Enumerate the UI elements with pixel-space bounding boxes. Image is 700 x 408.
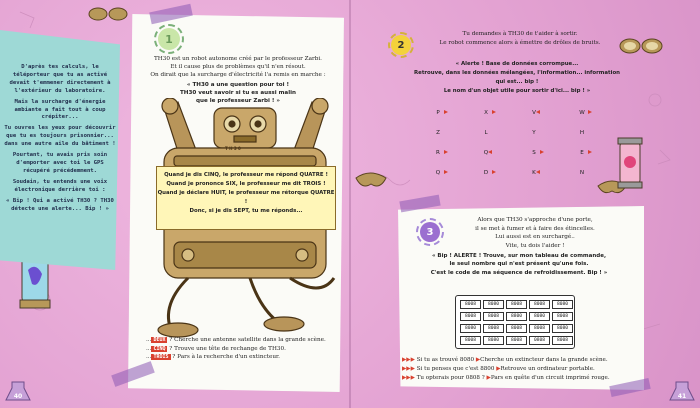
panel-number-cell: 8080 [552, 324, 573, 333]
grid-letter: Y [532, 130, 536, 136]
choice-action: Cherche un extincteur dans la grande scène. [480, 357, 608, 363]
intro-line: Et il cause plus de problèmes qu'il n'en résout. [170, 63, 306, 70]
intro-line: Le robot commence alors à émettre de drôles de bruits. [439, 40, 601, 46]
step-1-choices [146, 336, 346, 362]
alert-line: Retrouve, dans les données mélangées, l'information... information qui est... bip ! [414, 70, 620, 85]
grid-letter: K [532, 170, 536, 176]
grid-letter: V [532, 110, 536, 116]
panel-number-cell: 8080 [483, 336, 504, 345]
grid-letter: L [484, 130, 488, 136]
choice-text: ? Cherche une antenne satellite dans la grande scène. [167, 337, 326, 343]
choice-item[interactable] [146, 336, 346, 345]
step-3-intro [440, 216, 630, 250]
page-number-left: 40 [13, 392, 23, 400]
choice-prefix: ... [146, 345, 152, 352]
panel-number-cell: 8008 [460, 312, 481, 321]
story-paragraph: Soudain, tu entends une voix électronique derrière toi : [12, 178, 108, 193]
grid-letter: D [483, 170, 489, 176]
panel-number-cell: 8008 [483, 324, 504, 333]
choice-item[interactable] [402, 365, 642, 374]
page-number-right: 41 [677, 392, 687, 400]
grid-letter: R [436, 150, 440, 156]
step-2-intro [420, 30, 620, 48]
speech-line: Quand je dis CINQ, le professeur me répond QUATRE ! [164, 172, 328, 178]
specimen-jar-icon [618, 138, 642, 188]
choice-item[interactable] [146, 345, 346, 354]
alert-line: C'est le code de ma séquence de refroidissement. Bip ! » [430, 269, 608, 276]
panel-number-cell: 8080 [483, 300, 504, 309]
intro-line: Tu demandes à TH30 de t'aider à sortir. [462, 31, 578, 37]
choice-action: Pars en quête d'un circuit imprimé rouge. [490, 375, 610, 381]
question-line: TH30 veut savoir si tu es aussi malin [179, 89, 297, 96]
panel-number-cell: 8008 [506, 336, 527, 345]
step-2-badge: 2 [388, 32, 414, 58]
choice-prefix: ... [146, 337, 152, 343]
arrow-icon: ▶ [486, 375, 491, 381]
step-3-badge: 3 [416, 218, 444, 246]
panel-number-cell: 8080 [460, 324, 481, 333]
control-panel [455, 295, 575, 349]
panel-number-cell: 8800 [506, 312, 527, 321]
grid-letter: Q [483, 150, 489, 156]
arrow-icon: ▶▶▶ [402, 357, 415, 363]
grid-letter: W [579, 110, 585, 116]
choice-item[interactable] [402, 374, 642, 383]
arrow-icon: ▶▶▶ [402, 375, 415, 381]
choice-text: ? Pars à la recherche d'un extincteur. [170, 354, 280, 361]
choice-text: Si tu penses que c'est 8800 [416, 366, 497, 372]
panel-number-cell: 8008 [552, 312, 573, 321]
step-3-alert [404, 252, 634, 277]
grid-letter: N [579, 170, 585, 176]
arrow-icon: ▶ [475, 357, 481, 363]
grid-letter: S [532, 150, 536, 156]
intro-line: Vite, tu dois l'aider ! [505, 242, 565, 249]
alert-line: Le nom d'un objet utile pour sortir d'ici... bip ! » [443, 88, 591, 94]
panel-number-cell: 8008 [506, 300, 527, 309]
step-3-choices [402, 356, 642, 383]
panel-number-cell: 8008 [483, 312, 504, 321]
step-1-badge: 1 [154, 24, 184, 54]
arrow-icon: ▶▶▶ [402, 366, 415, 372]
speech-line: Donc, si je dis SEPT, tu me réponds... [189, 208, 303, 214]
grid-arrows [420, 106, 600, 196]
intro-line: Lui aussi est en surchargé.. [495, 234, 575, 241]
question-line: « TH30 a une question pour toi ! [186, 82, 290, 88]
alert-line: « Bip ! ALERTE ! Trouve, sur mon tableau de commande, [431, 253, 607, 259]
story-quote: « Bip ! Qui a activé TH30 ? TH30 détecte une alerte... Bip ! » [6, 197, 114, 212]
choice-prefix: ... [146, 354, 152, 361]
panel-number-cell: 0808 [529, 336, 550, 345]
question-line: que le professeur Zarbi ! » [196, 97, 280, 104]
panel-number-cell: 8008 [552, 336, 573, 345]
story-paragraph: Mais la surcharge d'énergie ambiante a fait tout à coup crépiter... [14, 98, 106, 121]
intro-line: il se met à fumer et à faire des étincelles. [475, 225, 595, 232]
panel-number-cell: 8080 [552, 300, 573, 309]
alert-line: le seul nombre qui n'est présent qu'une fois. [449, 261, 589, 268]
choice-text: Tu opterais pour 0808 ? [416, 375, 487, 381]
robot-label: T H 3 0 [225, 146, 241, 151]
choice-action: Retrouve un ordinateur portable. [500, 366, 595, 372]
choice-text: Si tu as trouvé 8080 [416, 357, 476, 363]
grid-letter: E [580, 150, 584, 156]
robot-speech-box [156, 166, 336, 230]
choice-text: ? Trouve une tête de rechange de TH30. [167, 345, 286, 352]
intro-line: Alors que TH30 s'approche d'une porte, [477, 217, 593, 223]
panel-number-cell: 8008 [460, 336, 481, 345]
choice-answer-tag: TROIS [153, 354, 169, 361]
arrow-icon: ▶ [496, 366, 501, 372]
story-text [4, 64, 116, 216]
choice-answer-tag: DEUX [153, 337, 166, 343]
choice-item[interactable] [146, 353, 346, 362]
panel-number-cell: 8008 [506, 324, 527, 333]
goggles-icon [620, 39, 662, 53]
step-2-alert [412, 60, 622, 96]
story-paragraph: D'après tes calculs, le téléporteur que tu as activé devait t'emmener directement à l'extérieur du laboratoire. [9, 64, 111, 94]
panel-number-cell: 8008 [529, 300, 550, 309]
intro-line: On dirait que la surcharge d'électricité l'a remis en marche : [150, 71, 326, 78]
panel-number-cell: 8008 [529, 324, 550, 333]
grid-letter: H [579, 130, 585, 136]
intro-line: TH30 est un robot autonome créé par le professeur Zarbi. [153, 56, 322, 62]
panel-number-cell: 8080 [529, 312, 550, 321]
grid-letter: P [436, 110, 440, 116]
speech-line: Quand je prononce SIX, le professeur me dit TROIS ! [166, 181, 326, 187]
story-paragraph: Tu ouvres les yeux pour découvrir que tu es toujours prisonnier... dans une autre aile du bâtiment ! [4, 125, 116, 148]
panel-number-cell: 8008 [460, 300, 481, 309]
grid-letter: Z [436, 130, 440, 136]
grid-letter: Q [435, 170, 441, 176]
choice-item[interactable] [402, 356, 642, 365]
speech-line: Quand je déclare HUIT, le professeur me rétorque QUATRE ! [157, 190, 335, 205]
goggles-icon [89, 8, 127, 20]
story-paragraph: Pourtant, tu avais pris soin d'emporter avec toi le GPS récupéré précédemment. [12, 152, 108, 174]
grid-letter: X [484, 110, 488, 116]
step-1-intro [138, 56, 338, 79]
choice-answer-tag: CINQ [153, 345, 166, 352]
alert-line: « Alerte ! Base de données corrompue... [455, 61, 579, 67]
